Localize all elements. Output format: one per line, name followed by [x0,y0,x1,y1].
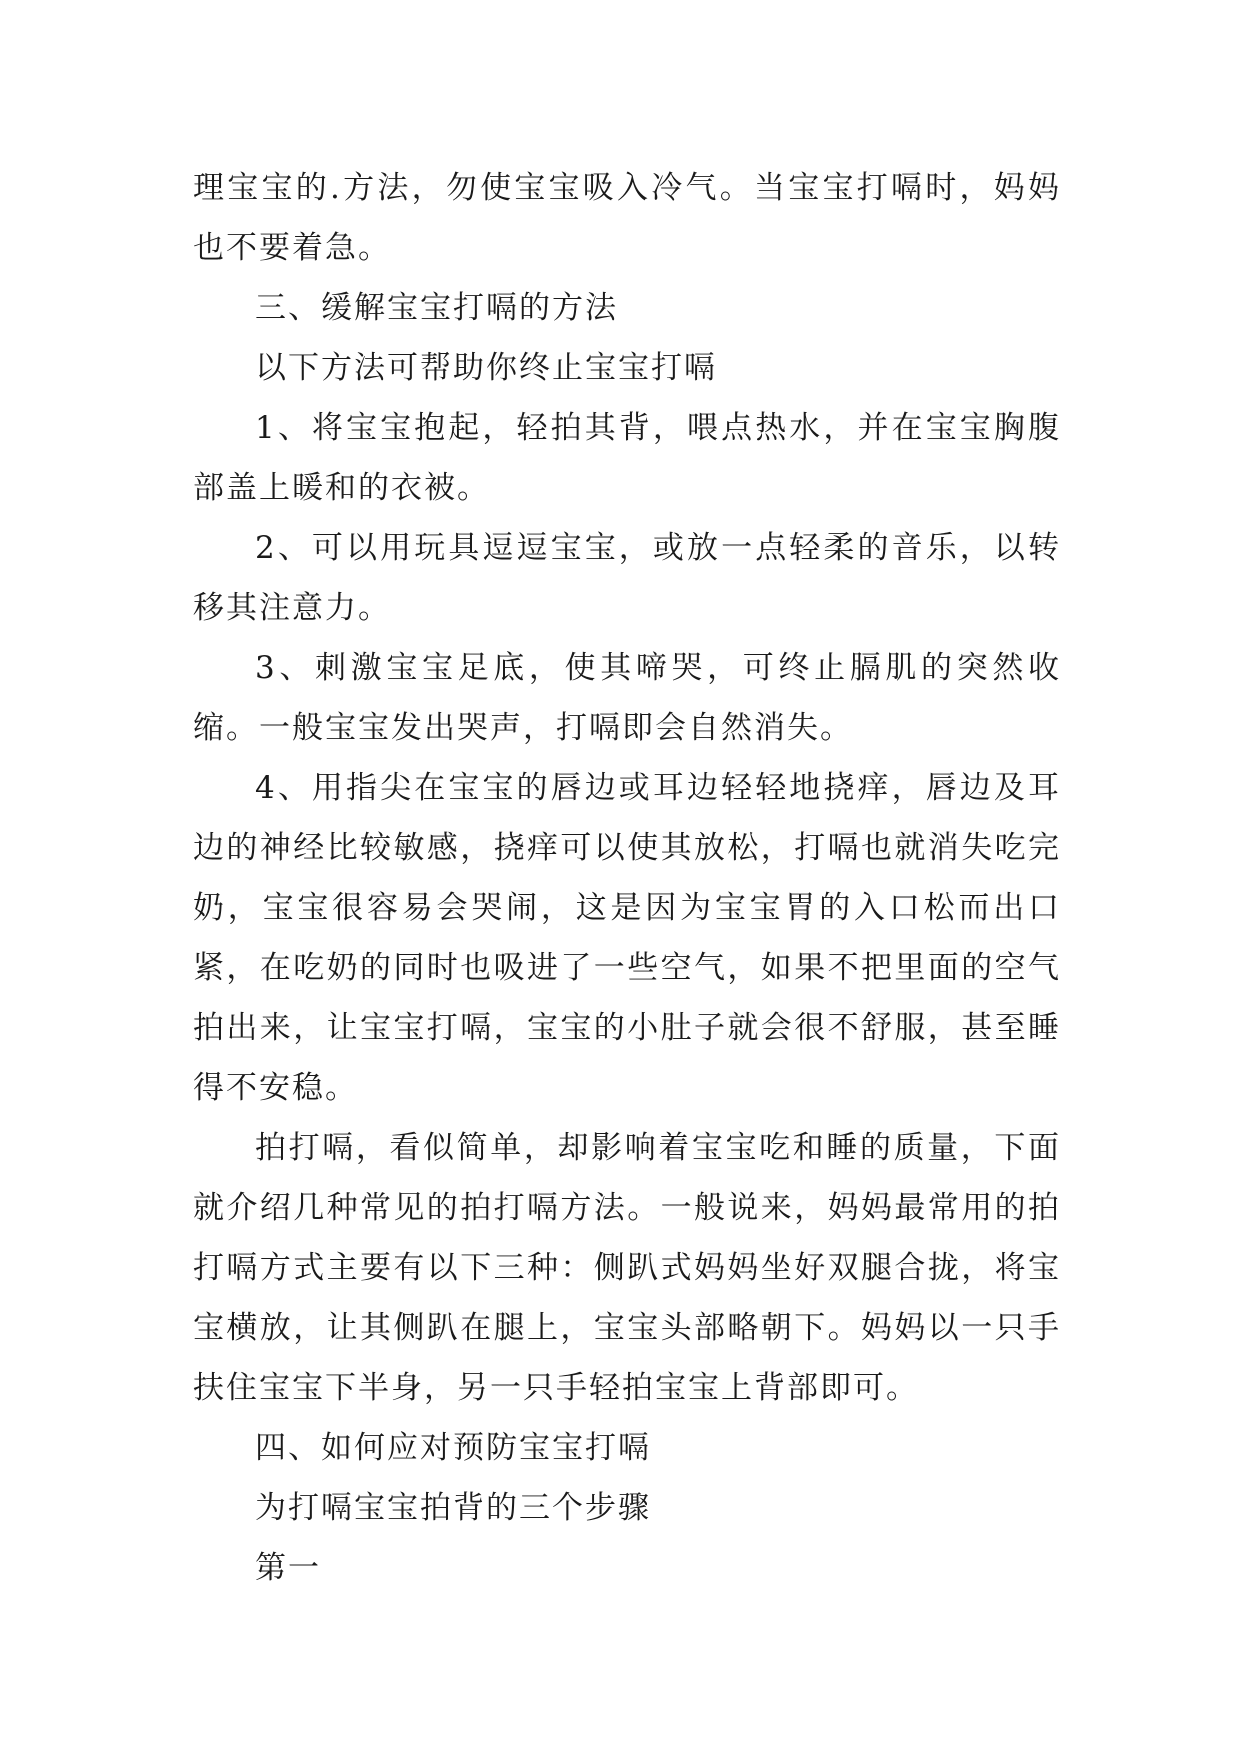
subheading-steps: 为打嗝宝宝拍背的三个步骤 [255,1490,651,1526]
paragraph-burping-methods: 拍打嗝，看似简单，却影响着宝宝吃和睡的质量，下面就介绍几种常见的拍打嗝方法。一般说来，妈妈最常用的拍打嗝方式主要有以下三种：侧趴式妈妈坐好双腿合拢，将宝宝横放，让其侧趴在腿上，宝宝头部略朝下。妈妈以一只手扶住宝宝下半身，另一只手轻拍宝宝上背部即可。 [193,1130,1061,1406]
section-heading-3: 三、缓解宝宝打嗝的方法 [255,290,618,326]
step-first: 第一 [255,1550,321,1586]
document-body [193,158,1061,1598]
paragraph-continuation: 理宝宝的.方法，勿使宝宝吸入冷气。当宝宝打嗝时，妈妈也不要着急。 [193,170,1061,266]
list-item-2: 2、可以用玩具逗逗宝宝，或放一点轻柔的音乐，以转移其注意力。 [193,530,1061,626]
list-item-4: 4、用指尖在宝宝的唇边或耳边轻轻地挠痒，唇边及耳边的神经比较敏感，挠痒可以使其放松，打嗝也就消失吃完奶，宝宝很容易会哭闹，这是因为宝宝胃的入口松而出口紧，在吃奶的同时也吸进了一些空气，如果不把里面的空气拍出来，让宝宝打嗝，宝宝的小肚子就会很不舒服，甚至睡得不安稳。 [193,770,1061,1106]
paragraph-intro: 以下方法可帮助你终止宝宝打嗝 [255,350,717,386]
list-item-3: 3、刺激宝宝足底，使其啼哭，可终止膈肌的突然收缩。一般宝宝发出哭声，打嗝即会自然消失。 [193,650,1061,746]
list-item-1: 1、将宝宝抱起，轻拍其背，喂点热水，并在宝宝胸腹部盖上暖和的衣被。 [193,410,1061,506]
section-heading-4: 四、如何应对预防宝宝打嗝 [255,1430,651,1466]
